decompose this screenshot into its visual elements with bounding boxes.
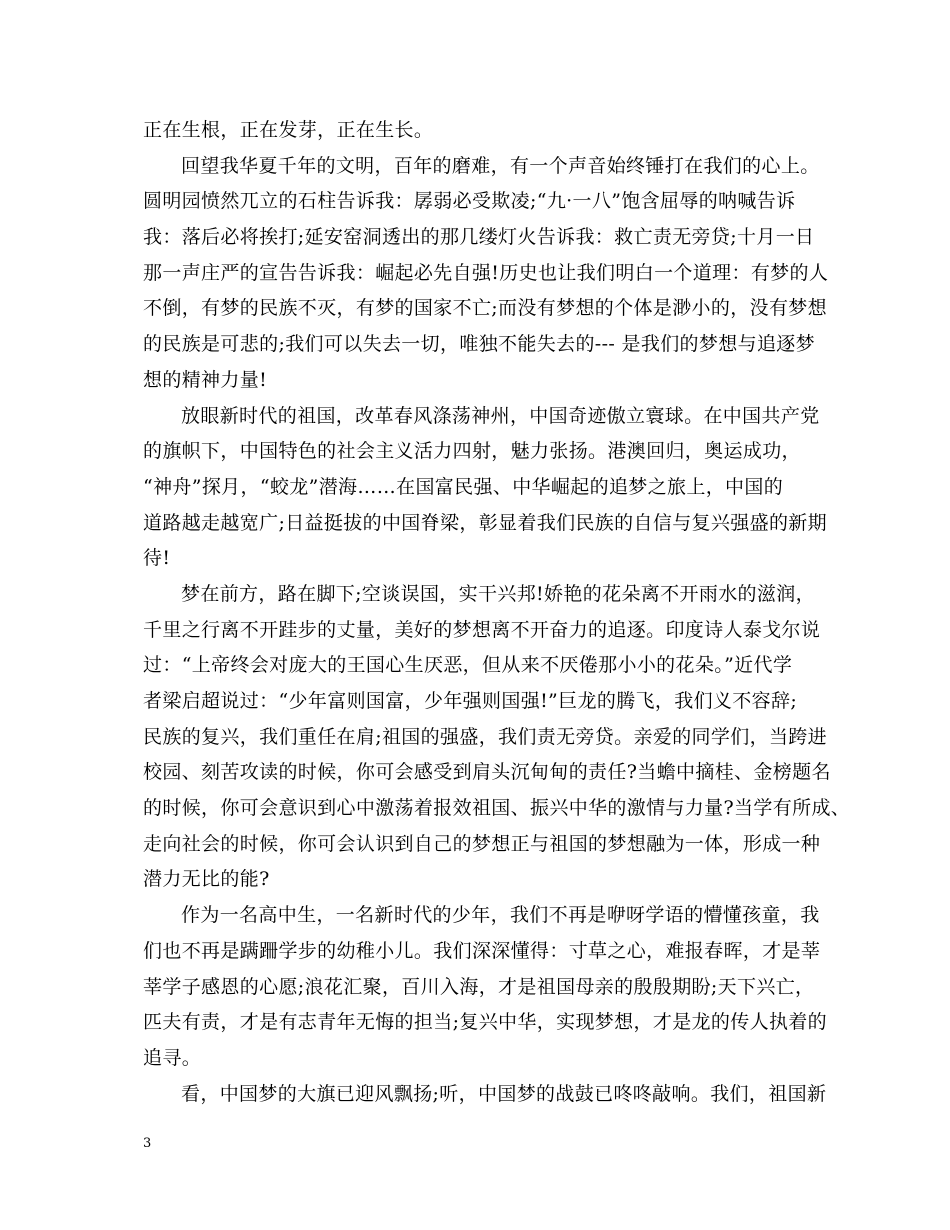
text-line: “神舟”探月，“蛟龙”潜海……在国富民强、中华崛起的追梦之旅上，中国的 bbox=[143, 475, 784, 498]
text-line: 潜力无比的能? bbox=[143, 868, 270, 891]
text-line: 的民族是可悲的;我们可以失去一切，唯独不能失去的--- 是我们的梦想与追逐梦 bbox=[143, 333, 816, 356]
document-body bbox=[143, 113, 851, 1112]
page-number: 3 bbox=[143, 1136, 152, 1151]
text-line: 的时候，你可会意识到心中激荡着报效祖国、振兴中华的激情与力量?当学有所成、 bbox=[143, 797, 851, 820]
text-line: 我：落后必将挨打;延安窑洞透出的那几缕灯火告诉我：救亡责无旁贷;十月一日 bbox=[143, 226, 815, 249]
text-line: 看，中国梦的大旗已迎风飘扬;听，中国梦的战鼓已咚咚敲响。我们，祖国新 bbox=[181, 1082, 827, 1105]
text-line: 放眼新时代的祖国，改革春风涤荡神州，中国奇迹傲立寰球。在中国共产党 bbox=[181, 404, 820, 427]
text-line: 道路越走越宽广;日益挺拔的中国脊梁，彰显着我们民族的自信与复兴强盛的新期 bbox=[143, 511, 828, 534]
text-line: 圆明园愤然兀立的石柱告诉我：孱弱必受欺凌;“九·一八”饱含屈辱的呐喊告诉 bbox=[143, 190, 796, 213]
text-line: 梦在前方，路在脚下;空谈误国，实干兴邦!娇艳的花朵离不开雨水的滋润， bbox=[181, 582, 815, 605]
text-line: 不倒，有梦的民族不灭，有梦的国家不亡;而没有梦想的个体是渺小的，没有梦想 bbox=[143, 297, 828, 320]
text-line: 作为一名高中生，一名新时代的少年，我们不再是咿呀学语的懵懂孩童，我 bbox=[181, 904, 820, 927]
text-line: 千里之行离不开跬步的丈量，美好的梦想离不开奋力的追逐。印度诗人泰戈尔说 bbox=[143, 618, 821, 641]
text-line: 那一声庄严的宣告告诉我：崛起必先自强!历史也让我们明白一个道理：有梦的人 bbox=[143, 261, 829, 284]
text-line: 追寻。 bbox=[143, 1046, 202, 1069]
text-line: 们也不再是蹒跚学步的幼稚小儿。我们深深懂得：寸草之心，难报春晖，才是莘 bbox=[143, 939, 821, 962]
text-line: 校园、刻苦攻读的时候，你可会感受到肩头沉甸甸的责任?当蟾中摘桂、金榜题名 bbox=[143, 761, 831, 784]
text-line: 莘学子感恩的心愿;浪花汇聚，百川入海，才是祖国母亲的殷殷期盼;天下兴亡， bbox=[143, 975, 815, 998]
text-line: 正在生根，正在发芽，正在生长。 bbox=[143, 119, 434, 141]
text-line: 待! bbox=[143, 547, 171, 570]
text-line: 过：“上帝终会对庞大的王国心生厌恶，但从来不厌倦那小小的花朵。”近代学 bbox=[143, 654, 793, 677]
text-line: 回望我华夏千年的文明，百年的磨难，有一个声音始终锤打在我们的心上。 bbox=[181, 154, 820, 177]
text-line: 走向社会的时候，你可会认识到自己的梦想正与祖国的梦想融为一体，形成一种 bbox=[143, 832, 821, 855]
text-line: 者梁启超说过：“少年富则国富，少年强则国强!”巨龙的腾飞，我们义不容辞; bbox=[143, 690, 798, 712]
text-line: 想的精神力量! bbox=[143, 368, 268, 391]
text-line: 的旗帜下，中国特色的社会主义活力四射，魅力张扬。港澳回归，奥运成功， bbox=[143, 440, 801, 463]
text-line: 民族的复兴，我们重任在肩;祖国的强盛，我们责无旁贷。亲爱的同学们，当跨进 bbox=[143, 725, 828, 748]
text-line: 匹夫有责，才是有志青年无悔的担当;复兴中华，实现梦想，才是龙的传人执着的 bbox=[143, 1011, 828, 1034]
